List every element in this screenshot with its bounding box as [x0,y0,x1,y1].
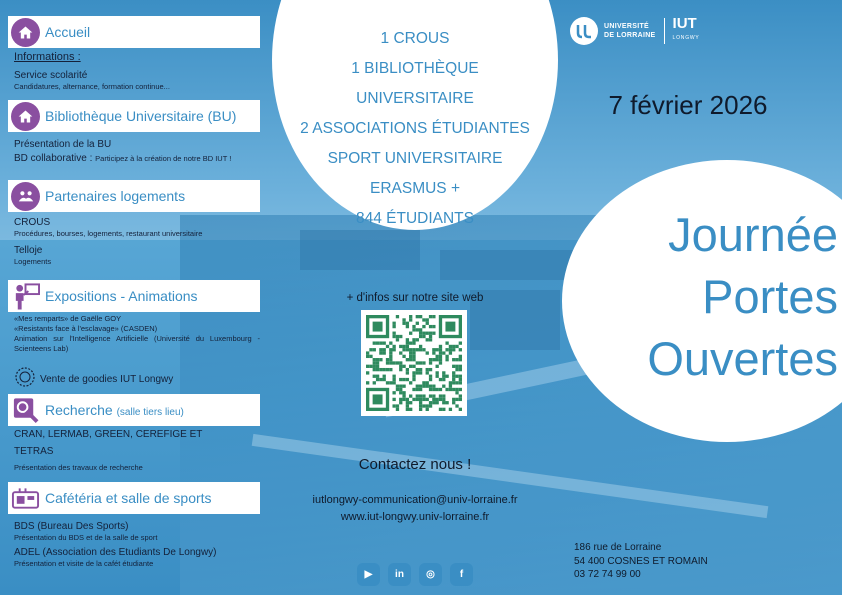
goodies-badge-icon [14,366,36,393]
section-recherche-title: Recherche [45,402,113,418]
section-bu-title: Bibliothèque Universitaire (BU) [45,108,237,124]
email-link[interactable]: iutlongwy-communication@univ-lorraine.fr [312,494,518,506]
section-logements-title: Partenaires logements [45,188,186,204]
facebook-icon[interactable]: f [450,563,473,586]
section-cafet-title: Cafétéria et salle de sports [45,490,212,506]
magnifier-icon [11,396,40,425]
presentation-icon [11,282,40,311]
address-phone: 03 72 74 99 00 [574,569,641,580]
stat-item: 1 BIBLIOTHÈQUE [351,60,479,77]
expo-mes-remparts: «Mes remparts» de Gaëlle GOY [14,314,122,323]
social-links [357,563,473,586]
bd-collaborative-sub: Participez à la création de notre BD IUT ! [95,154,232,163]
bu-presentation: Présentation de la BU [14,139,112,150]
section-cafet-body [14,520,260,569]
stats-list [272,24,558,234]
expo-ia: Animation sur l'Intelligence Artificielle (Université du Luxembourg -Scienteens Lab) [14,334,260,353]
crous-label: CROUS [14,217,51,228]
bds-sub: Présentation du BDS et de la salle de sport [14,533,158,542]
section-expos-header [8,280,260,312]
section-recherche-body [14,428,260,473]
library-icon [11,102,40,131]
section-logements-body [14,216,260,267]
goodies-label: Vente de goodies IUT Longwy [40,374,174,385]
stat-item: SPORT UNIVERSITAIRE [327,150,503,167]
section-recherche-header [8,394,260,426]
expo-resistants: «Resistants face à l'esclavage» (CASDEN) [14,324,158,333]
section-expos-title: Expositions - Animations [45,288,198,304]
universite-lorraine-logo-icon [570,17,598,45]
logo-univ-line1: UNIVERSITÉ [604,23,650,30]
bds-label: BDS (Bureau Des Sports) [14,521,129,532]
contact-title: Contactez nous ! [358,456,472,473]
stat-item: 844 ÉTUDIANTS [355,210,474,227]
infos-web-label: + d'infos sur notre site web [346,292,484,304]
logo-iut-sub: LONGWY [672,35,700,41]
section-expos-body [14,314,260,354]
address-street: 186 rue de Lorraine [574,542,662,553]
stat-item: 2 ASSOCIATIONS ÉTUDIANTES [300,120,530,137]
university-logo [570,16,700,46]
address-block [574,541,708,582]
section-cafet-header [8,482,260,514]
bd-collaborative-label: BD collaborative : [14,153,93,164]
event-title [598,204,838,390]
event-title-line: Journée [668,208,838,261]
adel-label: ADEL (Association des Etudiants De Longwy) [14,547,217,558]
service-scolarite-sub: Candidatures, alternance, formation continue... [14,82,170,91]
informations-label: Informations : [14,51,81,63]
event-date: 7 février 2026 [608,90,768,120]
labs-line-1: CRAN, LERMAB, GREEN, CEREFIGE ET [14,429,203,440]
youtube-icon[interactable]: ▶ [357,563,380,586]
adel-sub: Présentation et visite de la cafét étudiante [14,559,154,568]
event-title-line: Portes [702,270,838,323]
contact-links [272,492,558,526]
stat-item: 1 CROUS [380,30,450,47]
section-logements-header [8,180,260,212]
cafeteria-icon [11,484,40,513]
home-icon [11,18,40,47]
section-accueil-header [8,16,260,48]
linkedin-icon[interactable]: in [388,563,411,586]
goodies-row [14,366,260,393]
handshake-icon [11,182,40,211]
logo-iut: IUT [672,15,697,32]
recherche-sub: Présentation des travaux de recherche [14,463,143,472]
section-recherche-note: (salle tiers lieu) [116,407,184,418]
stat-item: ERASMUS + [369,180,460,197]
section-bu-body [14,138,260,165]
logo-univ-line2: DE LORRAINE [604,32,656,39]
event-title-line: Ouvertes [647,332,838,385]
service-scolarite: Service scolarité [14,70,88,81]
section-accueil-body [14,51,260,92]
telloje-label: Telloje [14,245,43,256]
website-link[interactable]: www.iut-longwy.univ-lorraine.fr [340,511,490,523]
telloje-sub: Logements [14,257,52,266]
stat-item: UNIVERSITAIRE [356,90,474,107]
instagram-icon[interactable]: ◎ [419,563,442,586]
qr-code[interactable] [361,310,467,416]
section-bu-header [8,100,260,132]
labs-line-2: TETRAS [14,446,54,457]
crous-sub: Procédures, bourses, logements, restaurant universitaire [14,229,203,238]
address-city: 54 400 COSNES ET ROMAIN [574,555,708,567]
section-accueil-title: Accueil [45,24,91,40]
